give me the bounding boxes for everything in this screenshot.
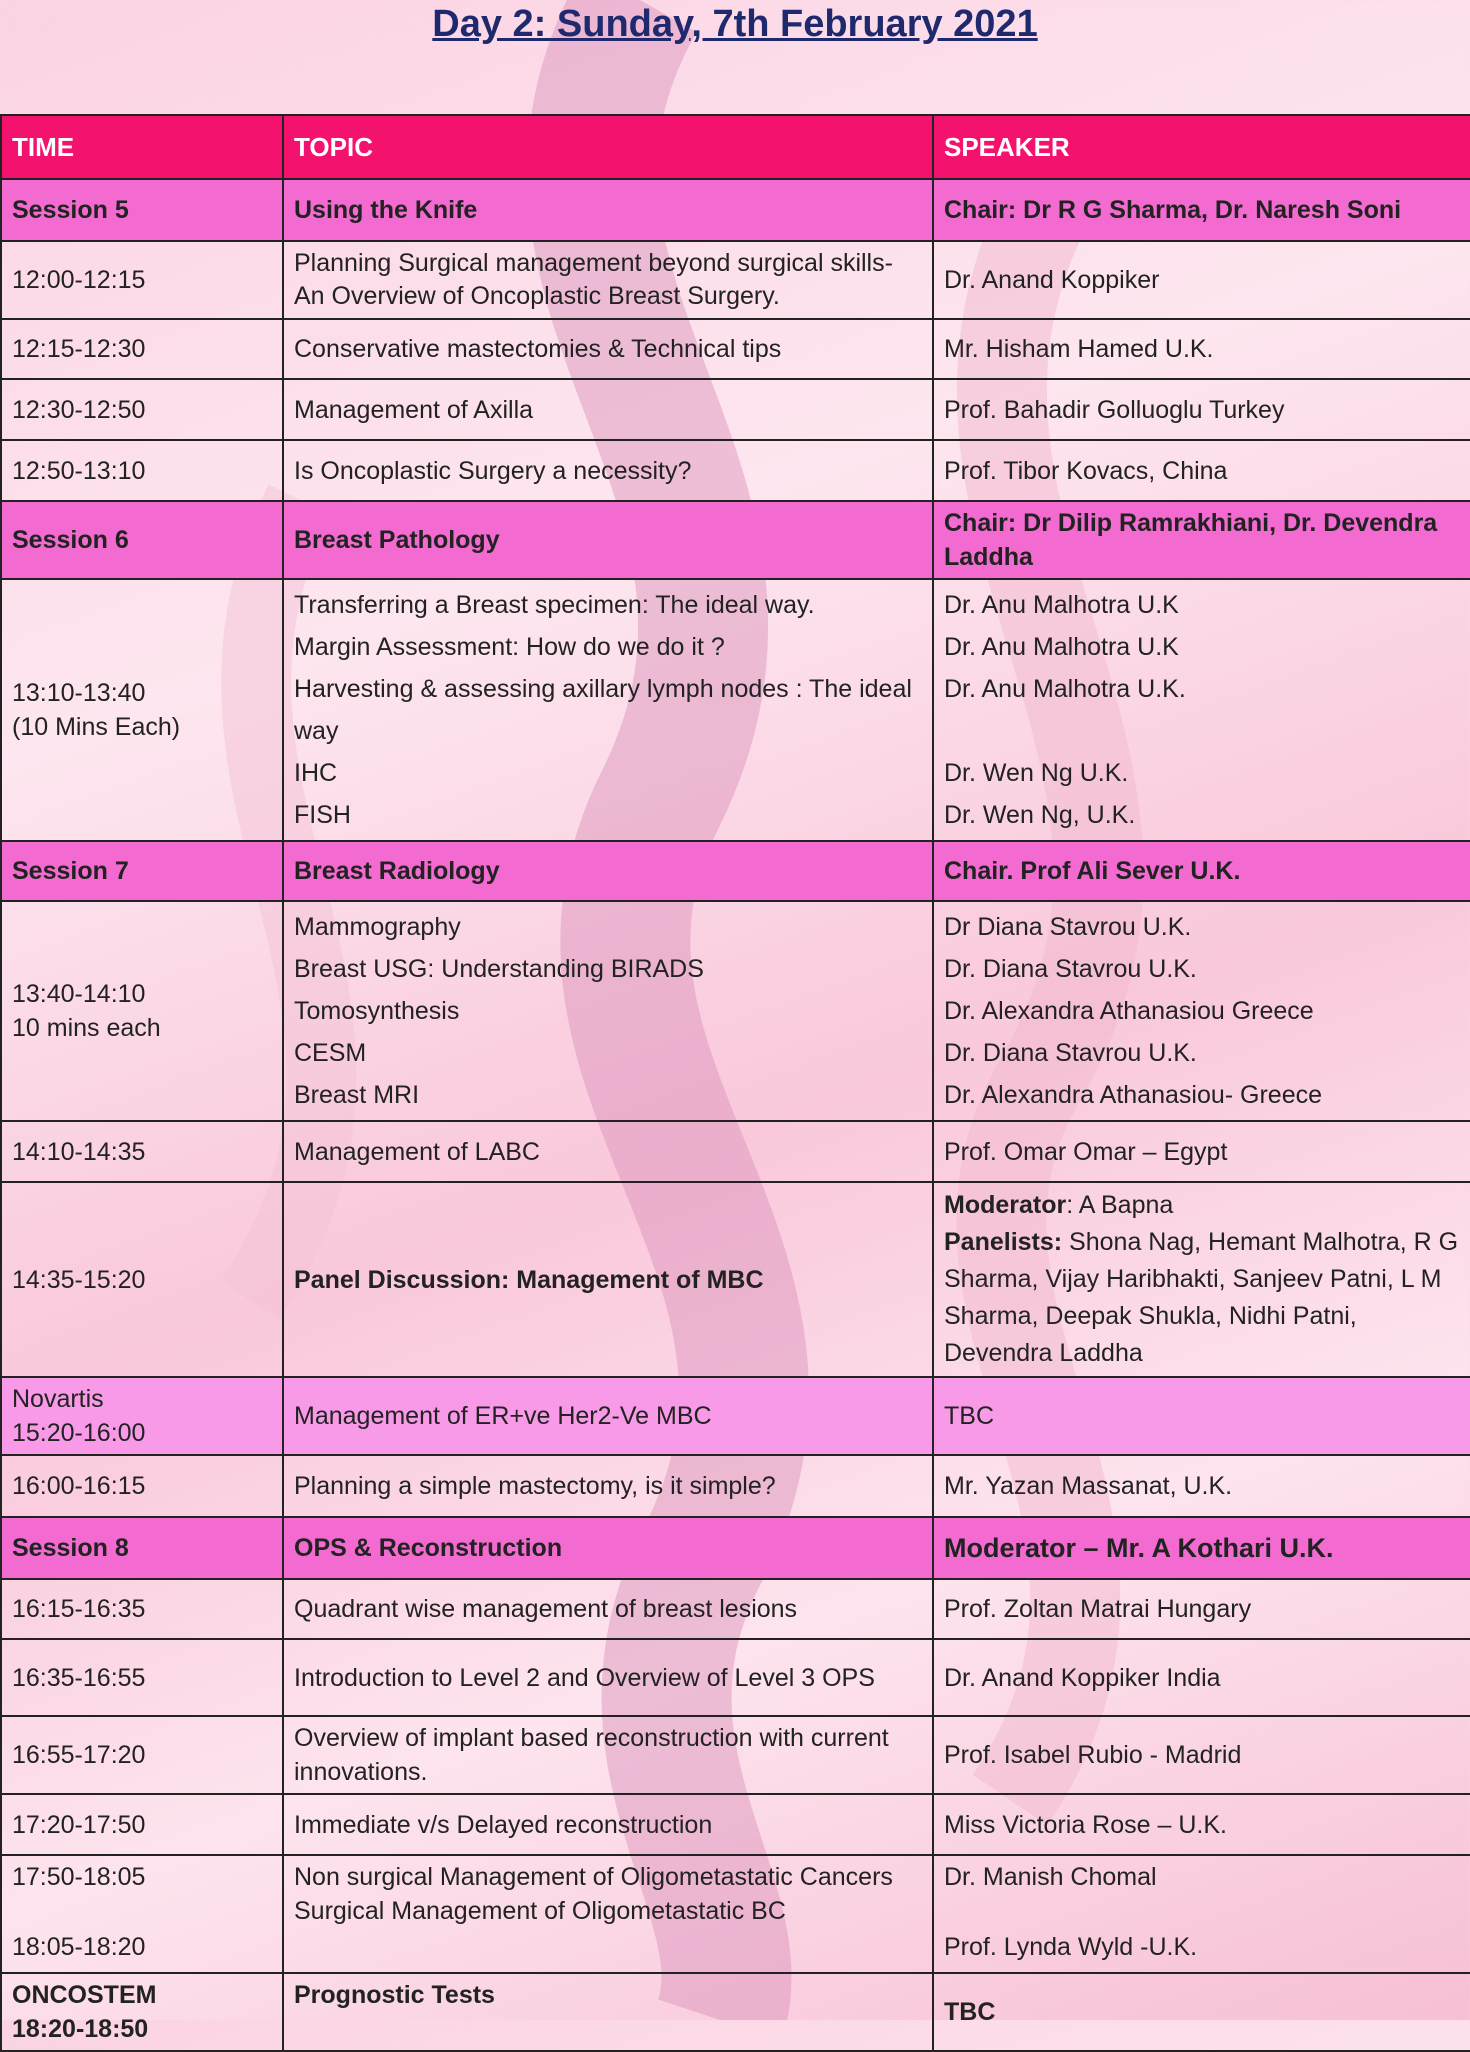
row-time-range: 18:05-18:20 [12, 1933, 146, 1961]
row-time [1, 1377, 283, 1455]
panelists-label: Panelists: [944, 1228, 1063, 1256]
moderator-label: Moderator [944, 1191, 1067, 1219]
session-row [1, 179, 1470, 241]
row-topic: Overview of implant based reconstruction with current innovations. [283, 1716, 933, 1794]
row-time [1, 579, 283, 841]
row-speaker: Miss Victoria Rose – U.K. [933, 1794, 1470, 1855]
speaker-header: SPEAKER [933, 115, 1470, 179]
row-time-range: 18:20-18:50 [12, 2015, 149, 2043]
speaker-item: Dr. Alexandra Athanasiou Greece [944, 997, 1314, 1025]
row-speaker: Prof. Bahadir Golluoglu Turkey [933, 379, 1470, 440]
row-topic: Is Oncoplastic Surgery a necessity? [283, 440, 933, 501]
speaker-item: Dr. Diana Stavrou U.K. [944, 955, 1197, 983]
row-time-note: (10 Mins Each) [12, 713, 181, 741]
session-time: Session 7 [1, 841, 283, 901]
speaker-item: Dr. Diana Stavrou U.K. [944, 1039, 1197, 1067]
topic-item: Non surgical Management of Oligometastatic Cancers [294, 1863, 893, 1891]
session-chair: Chair. Prof Ali Sever U.K. [933, 841, 1470, 901]
topic-item: Tomosynthesis [294, 997, 460, 1025]
row-speaker: Dr. Anand Koppiker [933, 241, 1470, 319]
row-time-note: 10 mins each [12, 1014, 161, 1042]
row-speaker: Dr. Anand Koppiker India [933, 1639, 1470, 1716]
row-time: 12:00-12:15 [1, 241, 283, 319]
session-topic: Using the Knife [283, 179, 933, 241]
row-topic: Management of LABC [283, 1121, 933, 1182]
table-row [1, 1579, 1470, 1639]
table-row [1, 579, 1470, 841]
session-row [1, 841, 1470, 901]
table-row [1, 241, 1470, 319]
row-time: 16:35-16:55 [1, 1639, 283, 1716]
page-title: Day 2: Sunday, 7th February 2021 [432, 3, 1038, 45]
row-speaker: TBC [933, 1973, 1470, 2051]
row-topic: Management of Axilla [283, 379, 933, 440]
row-time: 12:50-13:10 [1, 440, 283, 501]
speaker-item: Dr. Anu Malhotra U.K [944, 633, 1179, 661]
table-row [1, 1121, 1470, 1182]
session-time: Session 6 [1, 501, 283, 579]
row-speaker [933, 901, 1470, 1121]
session-topic: OPS & Reconstruction [283, 1517, 933, 1579]
session-topic: Breast Pathology [283, 501, 933, 579]
topic-item: Transferring a Breast specimen: The ideal way. [294, 591, 815, 619]
topic-item: Harvesting & assessing axillary lymph nodes : The ideal way [294, 675, 912, 745]
row-time: 16:00-16:15 [1, 1455, 283, 1517]
row-time: 16:15-16:35 [1, 1579, 283, 1639]
table-row [1, 1182, 1470, 1377]
table-row [1, 1377, 1470, 1455]
row-time: 17:20-17:50 [1, 1794, 283, 1855]
session-row [1, 501, 1470, 579]
panelists-value: Shona Nag, Hemant Malhotra, R G Sharma, Vijay Haribhakti, Sanjeev Patni, L M Sharma, Deepak Shukla, Nidhi Patni, Devendra Laddha [944, 1228, 1459, 1367]
row-time-range: 17:50-18:05 [12, 1863, 146, 1891]
table-header [1, 115, 1470, 179]
row-topic: Planning Surgical management beyond surgical skills- An Overview of Oncoplastic Breast Surgery. [283, 241, 933, 319]
row-speaker: Prof. Omar Omar – Egypt [933, 1121, 1470, 1182]
row-time: 16:55-17:20 [1, 1716, 283, 1794]
speaker-item: Dr Diana Stavrou U.K. [944, 913, 1192, 941]
table-row [1, 1794, 1470, 1855]
speaker-item: Dr. Wen Ng, U.K. [944, 801, 1136, 829]
table-row [1, 901, 1470, 1121]
sponsor-label: ONCOSTEM [12, 1981, 157, 2009]
row-speaker [933, 1182, 1470, 1377]
topic-item: Surgical Management of Oligometastatic BC [294, 1897, 786, 1925]
row-topic: Panel Discussion: Management of MBC [283, 1182, 933, 1377]
session-topic: Breast Radiology [283, 841, 933, 901]
table-row [1, 379, 1470, 440]
table-row [1, 1639, 1470, 1716]
row-topic: Quadrant wise management of breast lesions [283, 1579, 933, 1639]
topic-item: Breast USG: Understanding BIRADS [294, 955, 704, 983]
row-speaker: Prof. Tibor Kovacs, China [933, 440, 1470, 501]
table-row [1, 1973, 1470, 2051]
row-time-range: 15:20-16:00 [12, 1419, 146, 1447]
row-speaker: Mr. Hisham Hamed U.K. [933, 319, 1470, 379]
row-time-range: 13:10-13:40 [12, 679, 146, 707]
row-topic: Immediate v/s Delayed reconstruction [283, 1794, 933, 1855]
row-time: 12:30-12:50 [1, 379, 283, 440]
row-time [1, 901, 283, 1121]
table-row [1, 440, 1470, 501]
row-topic [283, 579, 933, 841]
table-row [1, 319, 1470, 379]
topic-item: IHC [294, 759, 338, 787]
topic-item: CESM [294, 1039, 367, 1067]
row-topic: Introduction to Level 2 and Overview of Level 3 OPS [283, 1639, 933, 1716]
row-speaker: Prof. Zoltan Matrai Hungary [933, 1579, 1470, 1639]
table-row [1, 1855, 1470, 1973]
row-topic: Conservative mastectomies & Technical tips [283, 319, 933, 379]
session-chair: Moderator – Mr. A Kothari U.K. [933, 1517, 1470, 1579]
topic-item: Breast MRI [294, 1081, 420, 1109]
row-speaker: TBC [933, 1377, 1470, 1455]
moderator-value: : A Bapna [1066, 1191, 1174, 1219]
speaker-item: Dr. Manish Chomal [944, 1863, 1157, 1891]
speaker-item: Dr. Anu Malhotra U.K [944, 591, 1179, 619]
row-topic: Prognostic Tests [283, 1973, 933, 2051]
topic-item: FISH [294, 801, 351, 829]
session-row [1, 1517, 1470, 1579]
speaker-item: Dr. Wen Ng U.K. [944, 759, 1129, 787]
row-topic [283, 1855, 933, 1973]
table-row [1, 1716, 1470, 1794]
row-time: 14:10-14:35 [1, 1121, 283, 1182]
row-topic: Management of ER+ve Her2-Ve MBC [283, 1377, 933, 1455]
speaker-item: Prof. Lynda Wyld -U.K. [944, 1933, 1198, 1961]
session-chair: Chair: Dr R G Sharma, Dr. Naresh Soni [933, 179, 1470, 241]
row-time [1, 1855, 283, 1973]
row-time: 14:35-15:20 [1, 1182, 283, 1377]
session-chair: Chair: Dr Dilip Ramrakhiani, Dr. Devendra Laddha [933, 501, 1470, 579]
row-speaker [933, 1855, 1470, 1973]
row-time: 12:15-12:30 [1, 319, 283, 379]
row-speaker: Mr. Yazan Massanat, U.K. [933, 1455, 1470, 1517]
topic-header: TOPIC [283, 115, 933, 179]
session-time: Session 5 [1, 179, 283, 241]
topic-item: Margin Assessment: How do we do it ? [294, 633, 725, 661]
row-time-range: 13:40-14:10 [12, 980, 146, 1008]
speaker-item: Dr. Alexandra Athanasiou- Greece [944, 1081, 1323, 1109]
row-speaker [933, 579, 1470, 841]
row-topic [283, 901, 933, 1121]
speaker-item: Dr. Anu Malhotra U.K. [944, 675, 1186, 703]
session-time: Session 8 [1, 1517, 283, 1579]
schedule-table [0, 114, 1470, 2052]
row-time [1, 1973, 283, 2051]
row-speaker: Prof. Isabel Rubio - Madrid [933, 1716, 1470, 1794]
row-topic: Planning a simple mastectomy, is it simple? [283, 1455, 933, 1517]
topic-item: Mammography [294, 913, 461, 941]
time-header: TIME [1, 115, 283, 179]
sponsor-label: Novartis [12, 1385, 104, 1413]
table-row [1, 1455, 1470, 1517]
